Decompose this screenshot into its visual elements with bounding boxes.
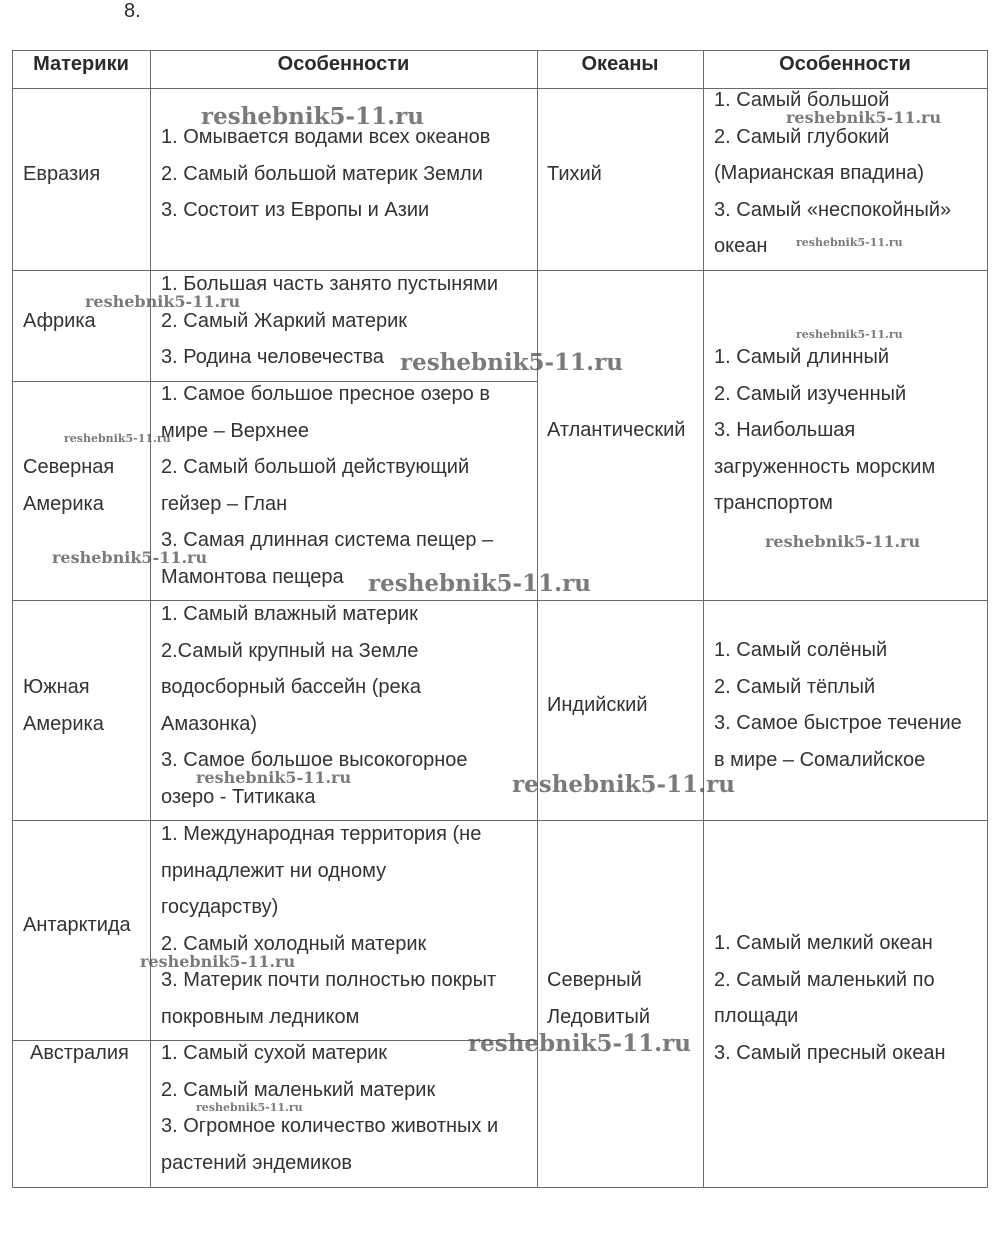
feature-line: Мамонтова пещера [161, 565, 344, 588]
watermark: reshebnik5-11.ru [52, 548, 208, 567]
table-border-left [12, 50, 13, 1188]
header-ocean-features: Особенности [779, 53, 911, 75]
ocean-name-indian: Индийский [547, 694, 648, 716]
feature-line: 3. Самый «неспокойный» [714, 198, 952, 221]
feature-line: 2. Самый холодный материк [161, 932, 427, 955]
task-number: 8. [124, 0, 141, 22]
feature-line: в мире – Сомалийское [714, 748, 926, 771]
feature-line: 2. Самый большой действующий [161, 456, 470, 479]
feature-line: (Марианская впадина) [714, 162, 925, 185]
feature-line: 3. Материк почти полностью покрыт [161, 969, 497, 992]
feature-line: 3. Родина человечества [161, 346, 384, 369]
feature-line: 1. Самый сухой материк [161, 1042, 388, 1064]
table-border-top [12, 50, 988, 51]
feature-line: 3. Огромное количество животных и [161, 1115, 499, 1138]
ocean-features-arctic [714, 925, 946, 1071]
table-border-right [987, 50, 988, 1188]
row-divider [12, 820, 988, 821]
feature-line: 3. Самое быстрое течение [714, 712, 962, 735]
feature-line: площади [714, 1005, 799, 1028]
feature-line: 1. Самый мелкий океан [714, 932, 933, 954]
watermark: reshebnik5-11.ru [64, 432, 171, 445]
feature-line: 2. Самый маленький по [714, 968, 935, 991]
watermark: reshebnik5-11.ru [512, 771, 735, 798]
feature-line: мире – Верхнее [161, 419, 310, 442]
row-divider [12, 600, 988, 601]
continent-name-north-america: Северная Америка [23, 456, 115, 515]
row-divider [12, 270, 988, 271]
feature-line: 3. Самый пресный океан [714, 1041, 946, 1064]
feature-line: океан [714, 235, 768, 258]
feature-line: 2.Самый крупный на Земле [161, 639, 419, 662]
continent-features-antarctica [161, 816, 496, 1036]
ocean-features-indian [714, 632, 962, 778]
continent-name-africa: Африка [23, 310, 96, 332]
feature-line: 2. Самый маленький материк [161, 1078, 436, 1101]
ocean-name-pacific: Тихий [547, 163, 602, 185]
watermark: reshebnik5-11.ru [196, 1101, 303, 1114]
column-divider [150, 50, 151, 1188]
column-divider [537, 50, 538, 1188]
watermark: reshebnik5-11.ru [140, 952, 296, 971]
table-border-bottom [12, 1187, 988, 1188]
watermark: reshebnik5-11.ru [368, 570, 591, 597]
feature-line: 1. Омывается водами всех океанов [161, 126, 491, 148]
feature-line: транспортом [714, 492, 833, 515]
feature-line: 2. Самый тёплый [714, 675, 876, 698]
watermark: reshebnik5-11.ru [786, 108, 942, 127]
watermark: reshebnik5-11.ru [196, 768, 352, 787]
watermark: reshebnik5-11.ru [796, 328, 903, 341]
feature-line: 1. Большая часть занято пустынями [161, 273, 499, 295]
feature-line: водосборный бассейн (река [161, 676, 421, 699]
feature-line: загруженность морским [714, 455, 936, 478]
feature-line: 2. Самый изученный [714, 382, 907, 405]
feature-line: 2. Самый глубокий [714, 125, 890, 148]
feature-line: 1. Самый влажный материк [161, 603, 418, 625]
feature-line: 3. Самая длинная система пещер – [161, 529, 494, 552]
column-divider [703, 50, 704, 1188]
feature-line: 2. Самый большой материк Земли [161, 162, 483, 185]
feature-line: 3. Состоит из Европы и Азии [161, 199, 430, 222]
feature-line: 3. Наибольшая [714, 419, 856, 442]
feature-line: принадлежит ни одному [161, 859, 387, 882]
watermark: reshebnik5-11.ru [201, 103, 424, 130]
feature-line: государству) [161, 896, 279, 919]
watermark: reshebnik5-11.ru [85, 292, 241, 311]
header-continents: Материки [33, 53, 129, 75]
continent-features-north-america [161, 376, 493, 596]
feature-line: 2. Самый Жаркий материк [161, 309, 408, 332]
watermark: reshebnik5-11.ru [796, 236, 903, 249]
feature-line: гейзер – Глан [161, 492, 288, 515]
feature-line: 1. Международная территория (не [161, 823, 482, 845]
watermark: reshebnik5-11.ru [400, 349, 623, 376]
continent-name-australia: Австралия [30, 1042, 129, 1064]
feature-line: 3. Самое большое высокогорное [161, 749, 468, 772]
feature-line: растений эндемиков [161, 1151, 352, 1174]
feature-line: озеро - Титикака [161, 785, 316, 808]
feature-line: 1. Самый длинный [714, 346, 890, 368]
header-continent-features: Особенности [277, 53, 410, 75]
feature-line: 1. Самый солёный [714, 639, 888, 661]
continent-features-eurasia [161, 119, 490, 229]
ocean-name-arctic: Северный Ледовитый [547, 969, 651, 1028]
continent-name-antarctica: Антарктида [23, 914, 131, 936]
feature-line: Амазонка) [161, 712, 258, 735]
feature-line: 1. Самое большое пресное озеро в [161, 383, 490, 405]
header-oceans: Океаны [581, 53, 659, 75]
feature-line: покровным ледником [161, 1005, 360, 1028]
continent-name-south-america: Южная Америка [23, 676, 104, 735]
watermark: reshebnik5-11.ru [468, 1030, 691, 1057]
ocean-features-atlantic [714, 339, 935, 522]
ocean-name-atlantic: Атлантический [547, 419, 686, 441]
feature-line: 1. Самый большой [714, 89, 890, 111]
watermark: reshebnik5-11.ru [765, 532, 921, 551]
continent-name-eurasia: Евразия [23, 163, 101, 185]
